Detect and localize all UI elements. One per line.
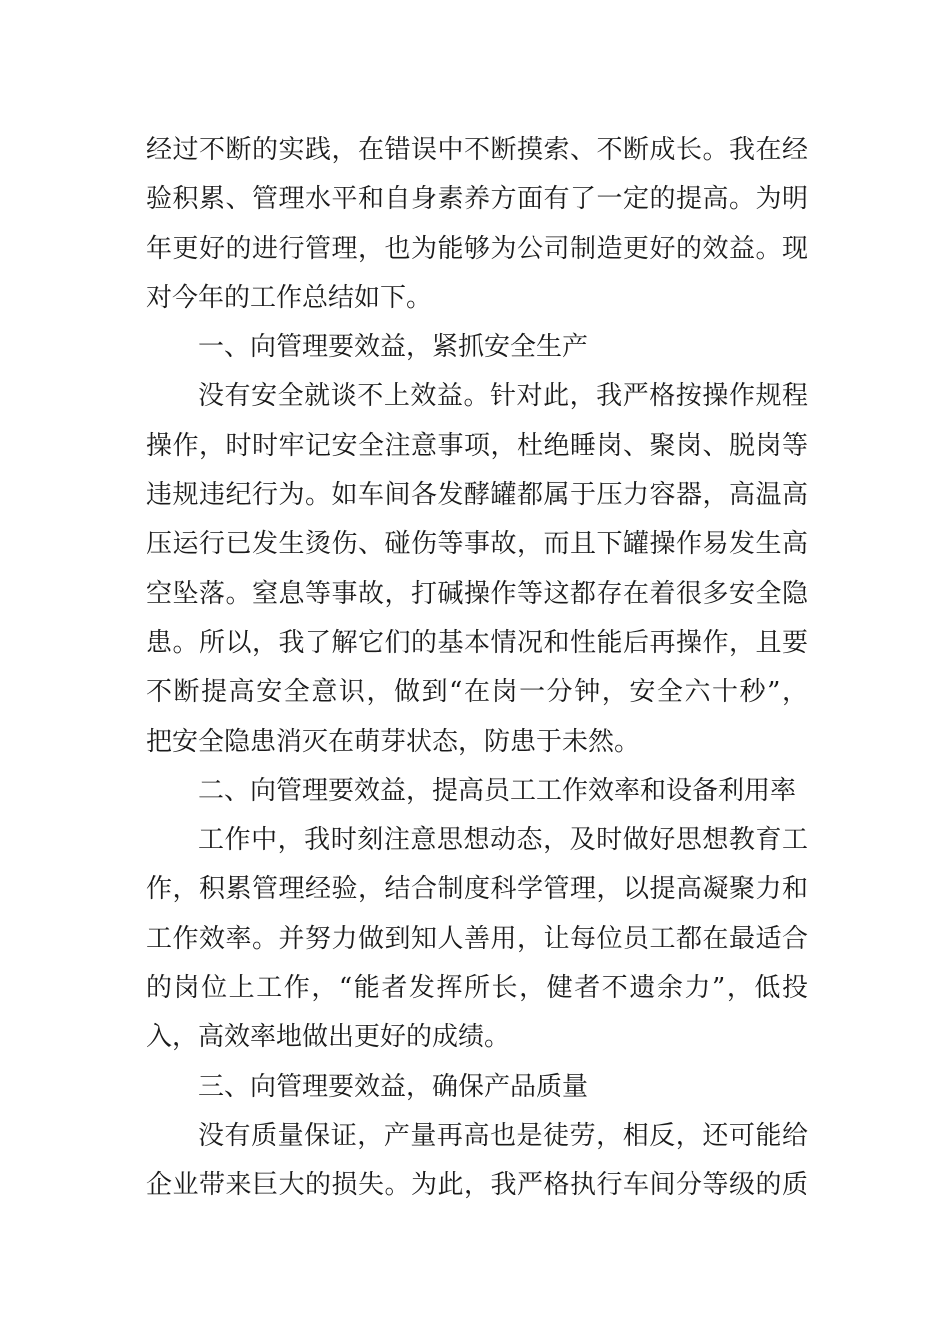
paragraph-line: 空坠落。窒息等事故，打碱操作等这都存在着很多安全隐 (146, 578, 808, 609)
paragraph-line: 年更好的进行管理，也为能够为公司制造更好的效益。现 (146, 233, 808, 264)
paragraph-line: 入，高效率地做出更好的成绩。 (146, 1022, 511, 1053)
paragraph-line: 不断提高安全意识，做到“在岗一分钟，安全六十秒”， (146, 677, 808, 708)
paragraph-line: 对今年的工作总结如下。 (146, 282, 433, 313)
paragraph-line: 工作效率。并努力做到知人善用，让每位员工都在最适合 (146, 923, 808, 954)
paragraph-line: 患。所以，我了解它们的基本情况和性能后再操作，且要 (146, 627, 808, 658)
paragraph-line: 企业带来巨大的损失。为此，我严格执行车间分等级的质 (146, 1170, 808, 1201)
paragraph-line: 把安全隐患消灭在萌芽状态，防患于未然。 (146, 726, 641, 757)
paragraph-line: 压运行已发生烫伤、碰伤等事故，而且下罐操作易发生高 (146, 529, 808, 560)
paragraph-line: 验积累、管理水平和自身素养方面有了一定的提高。为明 (146, 184, 808, 215)
section-heading: 三、向管理要效益，确保产品质量 (198, 1071, 589, 1102)
paragraph-line: 工作中，我时刻注意思想动态，及时做好思想教育工 (198, 825, 808, 856)
paragraph-line: 操作，时时牢记安全注意事项，杜绝睡岗、聚岗、脱岗等 (146, 430, 808, 461)
paragraph-line: 作，积累管理经验，结合制度科学管理，以提高凝聚力和 (146, 874, 808, 905)
paragraph-line: 经过不断的实践，在错误中不断摸索、不断成长。我在经 (146, 135, 808, 165)
paragraph-line: 没有安全就谈不上效益。针对此，我严格按操作规程 (198, 381, 808, 412)
paragraph-line: 没有质量保证，产量再高也是徒劳，相反，还可能给 (198, 1120, 808, 1151)
section-heading: 一、向管理要效益，紧抓安全生产 (198, 332, 589, 363)
section-heading: 二、向管理要效益，提高员工工作效率和设备利用率 (198, 775, 797, 806)
paragraph-line: 违规违纪行为。如车间各发酵罐都属于压力容器，高温高 (146, 480, 808, 511)
paragraph-line: 的岗位上工作，“能者发挥所长，健者不遗余力”，低投 (146, 973, 808, 1004)
document-body (146, 126, 808, 1211)
